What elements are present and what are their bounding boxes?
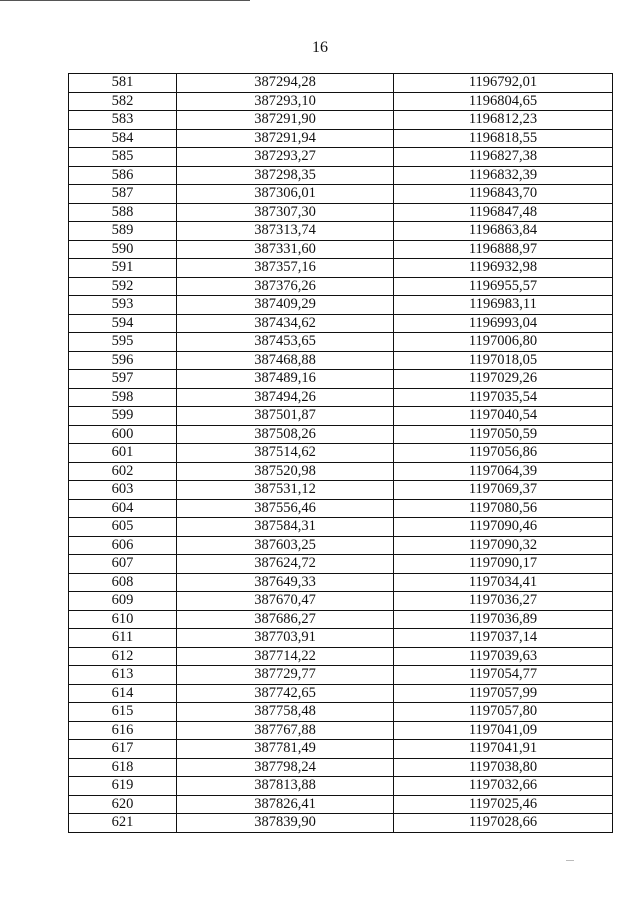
table-row (69, 758, 613, 777)
y-coordinate-cell: 1197006,80 (394, 333, 613, 352)
table-row (69, 481, 613, 500)
y-coordinate-cell: 1196847,48 (394, 203, 613, 222)
x-coordinate-cell: 387556,46 (177, 499, 394, 518)
point-number-cell: 620 (69, 795, 177, 814)
table-row (69, 148, 613, 167)
point-number-cell: 615 (69, 703, 177, 722)
point-number-cell: 611 (69, 629, 177, 648)
x-coordinate-cell: 387670,47 (177, 592, 394, 611)
table-row (69, 92, 613, 111)
table-row (69, 407, 613, 426)
x-coordinate-cell: 387298,35 (177, 166, 394, 185)
y-coordinate-cell: 1197037,14 (394, 629, 613, 648)
point-number-cell: 582 (69, 92, 177, 111)
y-coordinate-cell: 1197056,86 (394, 444, 613, 463)
x-coordinate-cell: 387434,62 (177, 314, 394, 333)
x-coordinate-cell: 387839,90 (177, 814, 394, 833)
y-coordinate-cell: 1197080,56 (394, 499, 613, 518)
x-coordinate-cell: 387331,60 (177, 240, 394, 259)
table-row (69, 499, 613, 518)
y-coordinate-cell: 1196888,97 (394, 240, 613, 259)
y-coordinate-cell: 1197035,54 (394, 388, 613, 407)
point-number-cell: 605 (69, 518, 177, 537)
point-number-cell: 600 (69, 425, 177, 444)
x-coordinate-cell: 387758,48 (177, 703, 394, 722)
x-coordinate-cell: 387453,65 (177, 333, 394, 352)
point-number-cell: 593 (69, 296, 177, 315)
point-number-cell: 602 (69, 462, 177, 481)
table-row (69, 684, 613, 703)
table-row (69, 444, 613, 463)
y-coordinate-cell: 1196843,70 (394, 185, 613, 204)
point-number-cell: 603 (69, 481, 177, 500)
y-coordinate-cell: 1197090,17 (394, 555, 613, 574)
y-coordinate-cell: 1196804,65 (394, 92, 613, 111)
x-coordinate-cell: 387307,30 (177, 203, 394, 222)
y-coordinate-cell: 1196827,38 (394, 148, 613, 167)
point-number-cell: 610 (69, 610, 177, 629)
y-coordinate-cell: 1197025,46 (394, 795, 613, 814)
x-coordinate-cell: 387489,16 (177, 370, 394, 389)
point-number-cell: 585 (69, 148, 177, 167)
point-number-cell: 616 (69, 721, 177, 740)
y-coordinate-cell: 1197039,63 (394, 647, 613, 666)
point-number-cell: 587 (69, 185, 177, 204)
x-coordinate-cell: 387291,94 (177, 129, 394, 148)
point-number-cell: 618 (69, 758, 177, 777)
y-coordinate-cell: 1197040,54 (394, 407, 613, 426)
point-number-cell: 588 (69, 203, 177, 222)
x-coordinate-cell: 387729,77 (177, 666, 394, 685)
y-coordinate-cell: 1196993,04 (394, 314, 613, 333)
y-coordinate-cell: 1197034,41 (394, 573, 613, 592)
table-row (69, 777, 613, 796)
coordinates-table-body (69, 74, 613, 833)
x-coordinate-cell: 387294,28 (177, 74, 394, 93)
page-number: 16 (312, 39, 328, 56)
y-coordinate-cell: 1197057,80 (394, 703, 613, 722)
table-row (69, 166, 613, 185)
x-coordinate-cell: 387468,88 (177, 351, 394, 370)
x-coordinate-cell: 387306,01 (177, 185, 394, 204)
y-coordinate-cell: 1196812,23 (394, 111, 613, 130)
point-number-cell: 589 (69, 222, 177, 241)
point-number-cell: 612 (69, 647, 177, 666)
point-number-cell: 619 (69, 777, 177, 796)
table-row (69, 351, 613, 370)
coordinates-table (68, 73, 613, 833)
x-coordinate-cell: 387798,24 (177, 758, 394, 777)
y-coordinate-cell: 1197054,77 (394, 666, 613, 685)
point-number-cell: 590 (69, 240, 177, 259)
point-number-cell: 596 (69, 351, 177, 370)
y-coordinate-cell: 1196832,39 (394, 166, 613, 185)
x-coordinate-cell: 387531,12 (177, 481, 394, 500)
y-coordinate-cell: 1196983,11 (394, 296, 613, 315)
point-number-cell: 609 (69, 592, 177, 611)
x-coordinate-cell: 387357,16 (177, 259, 394, 278)
table-row (69, 111, 613, 130)
table-row (69, 222, 613, 241)
table-row (69, 814, 613, 833)
y-coordinate-cell: 1197057,99 (394, 684, 613, 703)
x-coordinate-cell: 387649,33 (177, 573, 394, 592)
point-number-cell: 599 (69, 407, 177, 426)
y-coordinate-cell: 1197041,91 (394, 740, 613, 759)
x-coordinate-cell: 387494,26 (177, 388, 394, 407)
table-row (69, 129, 613, 148)
point-number-cell: 617 (69, 740, 177, 759)
point-number-cell: 591 (69, 259, 177, 278)
table-row (69, 703, 613, 722)
x-coordinate-cell: 387508,26 (177, 425, 394, 444)
point-number-cell: 614 (69, 684, 177, 703)
point-number-cell: 581 (69, 74, 177, 93)
x-coordinate-cell: 387501,87 (177, 407, 394, 426)
point-number-cell: 594 (69, 314, 177, 333)
y-coordinate-cell: 1197036,89 (394, 610, 613, 629)
y-coordinate-cell: 1196792,01 (394, 74, 613, 93)
point-number-cell: 608 (69, 573, 177, 592)
x-coordinate-cell: 387409,29 (177, 296, 394, 315)
x-coordinate-cell: 387813,88 (177, 777, 394, 796)
point-number-cell: 613 (69, 666, 177, 685)
table-row (69, 74, 613, 93)
x-coordinate-cell: 387826,41 (177, 795, 394, 814)
x-coordinate-cell: 387293,27 (177, 148, 394, 167)
table-row (69, 592, 613, 611)
y-coordinate-cell: 1196955,57 (394, 277, 613, 296)
y-coordinate-cell: 1196863,84 (394, 222, 613, 241)
y-coordinate-cell: 1197032,66 (394, 777, 613, 796)
y-coordinate-cell: 1196932,98 (394, 259, 613, 278)
table-row (69, 314, 613, 333)
table-row (69, 425, 613, 444)
scan-edge-line (0, 0, 250, 1)
point-number-cell: 604 (69, 499, 177, 518)
x-coordinate-cell: 387742,65 (177, 684, 394, 703)
y-coordinate-cell: 1197069,37 (394, 481, 613, 500)
x-coordinate-cell: 387376,26 (177, 277, 394, 296)
point-number-cell: 598 (69, 388, 177, 407)
table-row (69, 740, 613, 759)
y-coordinate-cell: 1197090,46 (394, 518, 613, 537)
x-coordinate-cell: 387293,10 (177, 92, 394, 111)
y-coordinate-cell: 1197090,32 (394, 536, 613, 555)
table-row (69, 721, 613, 740)
y-coordinate-cell: 1197041,09 (394, 721, 613, 740)
table-row (69, 573, 613, 592)
table-row (69, 518, 613, 537)
table-row (69, 185, 613, 204)
table-row (69, 296, 613, 315)
x-coordinate-cell: 387767,88 (177, 721, 394, 740)
x-coordinate-cell: 387603,25 (177, 536, 394, 555)
table-row (69, 333, 613, 352)
x-coordinate-cell: 387714,22 (177, 647, 394, 666)
point-number-cell: 607 (69, 555, 177, 574)
point-number-cell: 606 (69, 536, 177, 555)
table-row (69, 203, 613, 222)
table-row (69, 647, 613, 666)
table-row (69, 277, 613, 296)
table-row (69, 629, 613, 648)
y-coordinate-cell: 1197028,66 (394, 814, 613, 833)
x-coordinate-cell: 387624,72 (177, 555, 394, 574)
table-row (69, 555, 613, 574)
table-row (69, 240, 613, 259)
table-row (69, 370, 613, 389)
y-coordinate-cell: 1197038,80 (394, 758, 613, 777)
table-row (69, 388, 613, 407)
table-row (69, 536, 613, 555)
point-number-cell: 586 (69, 166, 177, 185)
point-number-cell: 584 (69, 129, 177, 148)
table-row (69, 462, 613, 481)
x-coordinate-cell: 387313,74 (177, 222, 394, 241)
table-row (69, 666, 613, 685)
y-coordinate-cell: 1197029,26 (394, 370, 613, 389)
point-number-cell: 621 (69, 814, 177, 833)
point-number-cell: 601 (69, 444, 177, 463)
y-coordinate-cell: 1197018,05 (394, 351, 613, 370)
x-coordinate-cell: 387781,49 (177, 740, 394, 759)
scan-mark (566, 860, 574, 861)
point-number-cell: 592 (69, 277, 177, 296)
x-coordinate-cell: 387703,91 (177, 629, 394, 648)
point-number-cell: 595 (69, 333, 177, 352)
y-coordinate-cell: 1196818,55 (394, 129, 613, 148)
table-row (69, 795, 613, 814)
point-number-cell: 583 (69, 111, 177, 130)
x-coordinate-cell: 387686,27 (177, 610, 394, 629)
x-coordinate-cell: 387291,90 (177, 111, 394, 130)
x-coordinate-cell: 387520,98 (177, 462, 394, 481)
table-row (69, 259, 613, 278)
x-coordinate-cell: 387584,31 (177, 518, 394, 537)
y-coordinate-cell: 1197050,59 (394, 425, 613, 444)
x-coordinate-cell: 387514,62 (177, 444, 394, 463)
y-coordinate-cell: 1197064,39 (394, 462, 613, 481)
point-number-cell: 597 (69, 370, 177, 389)
y-coordinate-cell: 1197036,27 (394, 592, 613, 611)
table-row (69, 610, 613, 629)
